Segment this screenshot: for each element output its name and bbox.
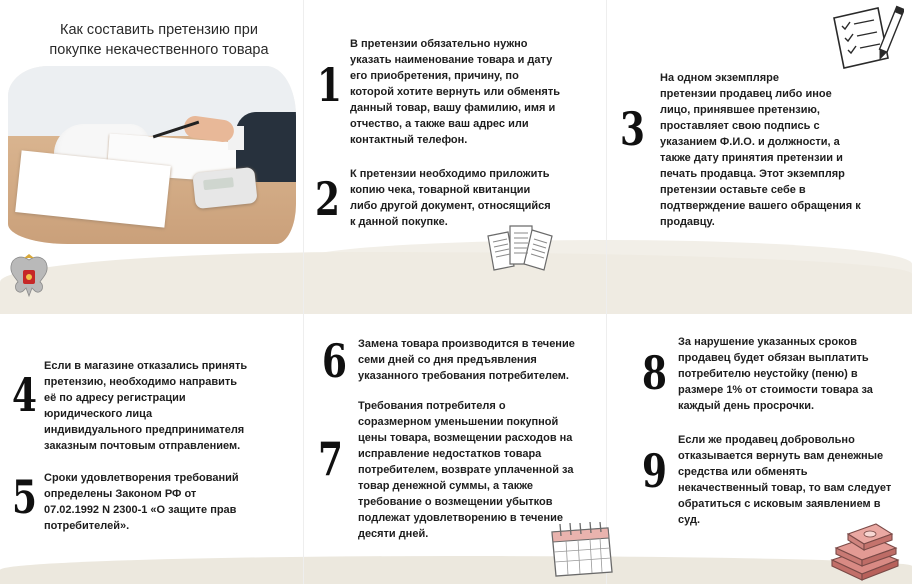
step-line: указать наименование товара и дату (350, 54, 553, 66)
step-line: претензии оставьте себе в (660, 184, 806, 196)
step-line: определены Законом РФ от (44, 488, 197, 500)
step-line: лицо, принявшее претензию, (660, 104, 820, 116)
step-line: требование о возмещении убытков (358, 496, 553, 508)
step-text-9 (678, 432, 908, 528)
step-line: соразмерном уменьшении покупной (358, 416, 559, 428)
step-line: В претензии обязательно нужно (350, 38, 528, 50)
step-line: продавец будет обязан выплатить (678, 352, 869, 364)
step-line: товар денежной суммы, а также (358, 480, 533, 492)
step-line: десяти дней. (358, 528, 429, 540)
step-line: к данной покупке. (350, 216, 448, 228)
checklist-pencil-icon (826, 4, 904, 70)
step-line: отказывается вернуть вам денежные (678, 450, 884, 462)
step-text-5 (44, 470, 296, 534)
step-line: потребителем, возврате уплаченной за (358, 464, 574, 476)
step-line: печать продавца. Этот экземпляр (660, 168, 845, 180)
step-line: потребителей». (44, 520, 130, 532)
step-line: средства или обменять (678, 466, 808, 478)
step-number-9: 9 (642, 444, 667, 498)
step-line: К претензии необходимо приложить (350, 168, 550, 180)
step-line: размере 1% от стоимости товара за (678, 384, 873, 396)
step-text-7 (358, 398, 606, 542)
step-line: проставляет свою подпись с (660, 120, 820, 132)
step-line: заказным почтовым отправлением. (44, 440, 241, 452)
step-line: подтверждение вашего обращения к (660, 200, 861, 212)
step-text-3 (660, 70, 900, 230)
step-line: отчество, а также ваш адрес или (350, 118, 529, 130)
step-line: цены товара, возмещении расходов на (358, 432, 573, 444)
step-line: юридического лица (44, 408, 153, 420)
step-line: которой хотите вернуть или обменять (350, 86, 560, 98)
title-line-1: Как составить претензию при (60, 22, 258, 38)
column-divider (606, 0, 607, 584)
step-number-5: 5 (12, 470, 37, 524)
step-number-7: 7 (318, 432, 343, 486)
money-stack-icon (822, 520, 906, 582)
step-line: контактный телефон. (350, 134, 468, 146)
step-number-8: 8 (642, 346, 667, 400)
step-line: также дату принятия претензии и (660, 152, 843, 164)
step-line: семи дней со дня предъявления (358, 354, 537, 366)
step-text-8 (678, 334, 906, 414)
step-line: Если же продавец добровольно (678, 434, 855, 446)
step-text-6 (358, 336, 606, 384)
step-line: На одном экземпляре (660, 72, 779, 84)
calendar-icon (546, 522, 618, 580)
step-text-4 (44, 358, 296, 454)
step-line: претензию, необходимо направить (44, 376, 238, 388)
paper-band-bottom (0, 556, 912, 584)
step-line: его приобретения, причину, по (350, 70, 519, 82)
step-text-1 (350, 36, 582, 148)
step-line: данный товар, вашу фамилию, имя и (350, 102, 556, 114)
step-number-3: 3 (620, 102, 645, 156)
step-line: обратиться с исковым заявлением в (678, 498, 881, 510)
paper-band (0, 252, 912, 314)
receipts-icon (482, 220, 560, 276)
step-line: суд. (678, 514, 700, 526)
step-line: указанного требования потребителем. (358, 370, 569, 382)
step-number-4: 4 (12, 368, 37, 422)
step-line: Замена товара производится в течение (358, 338, 575, 350)
step-line: 07.02.1992 N 2300-1 «О защите прав (44, 504, 237, 516)
title-line-2: покупке некачественного товара (49, 42, 269, 58)
step-number-6: 6 (322, 334, 347, 388)
step-line: Сроки удовлетворения требований (44, 472, 239, 484)
step-line: некачественный товар, то вам следует (678, 482, 892, 494)
step-line: За нарушение указанных сроков (678, 336, 857, 348)
step-line: претензии продавец либо иное (660, 88, 832, 100)
step-line: её по адресу регистрации (44, 392, 186, 404)
step-line: каждый день просрочки. (678, 400, 815, 412)
page-title (18, 20, 300, 60)
column-divider (303, 0, 304, 584)
step-number-1: 1 (317, 58, 342, 112)
step-line: продавцу. (660, 216, 715, 228)
step-line: индивидуального предпринимателя (44, 424, 245, 436)
step-line: Если в магазине отказались принять (44, 360, 248, 372)
step-line: исправление недостатков товара (358, 448, 542, 460)
step-line: указанием Ф.И.О. и должности, а (660, 136, 840, 148)
step-line: потребителю неустойку (пеню) в (678, 368, 858, 380)
step-number-2: 2 (315, 172, 340, 226)
step-line: либо другой документ, относящийся (350, 200, 551, 212)
step-line: Требования потребителя о (358, 400, 506, 412)
coat-of-arms-icon (6, 252, 52, 302)
step-line: копию чека, товарной квитанции (350, 184, 531, 196)
office-photo (8, 66, 296, 244)
step-line: подлежат удовлетворению в течение (358, 512, 563, 524)
